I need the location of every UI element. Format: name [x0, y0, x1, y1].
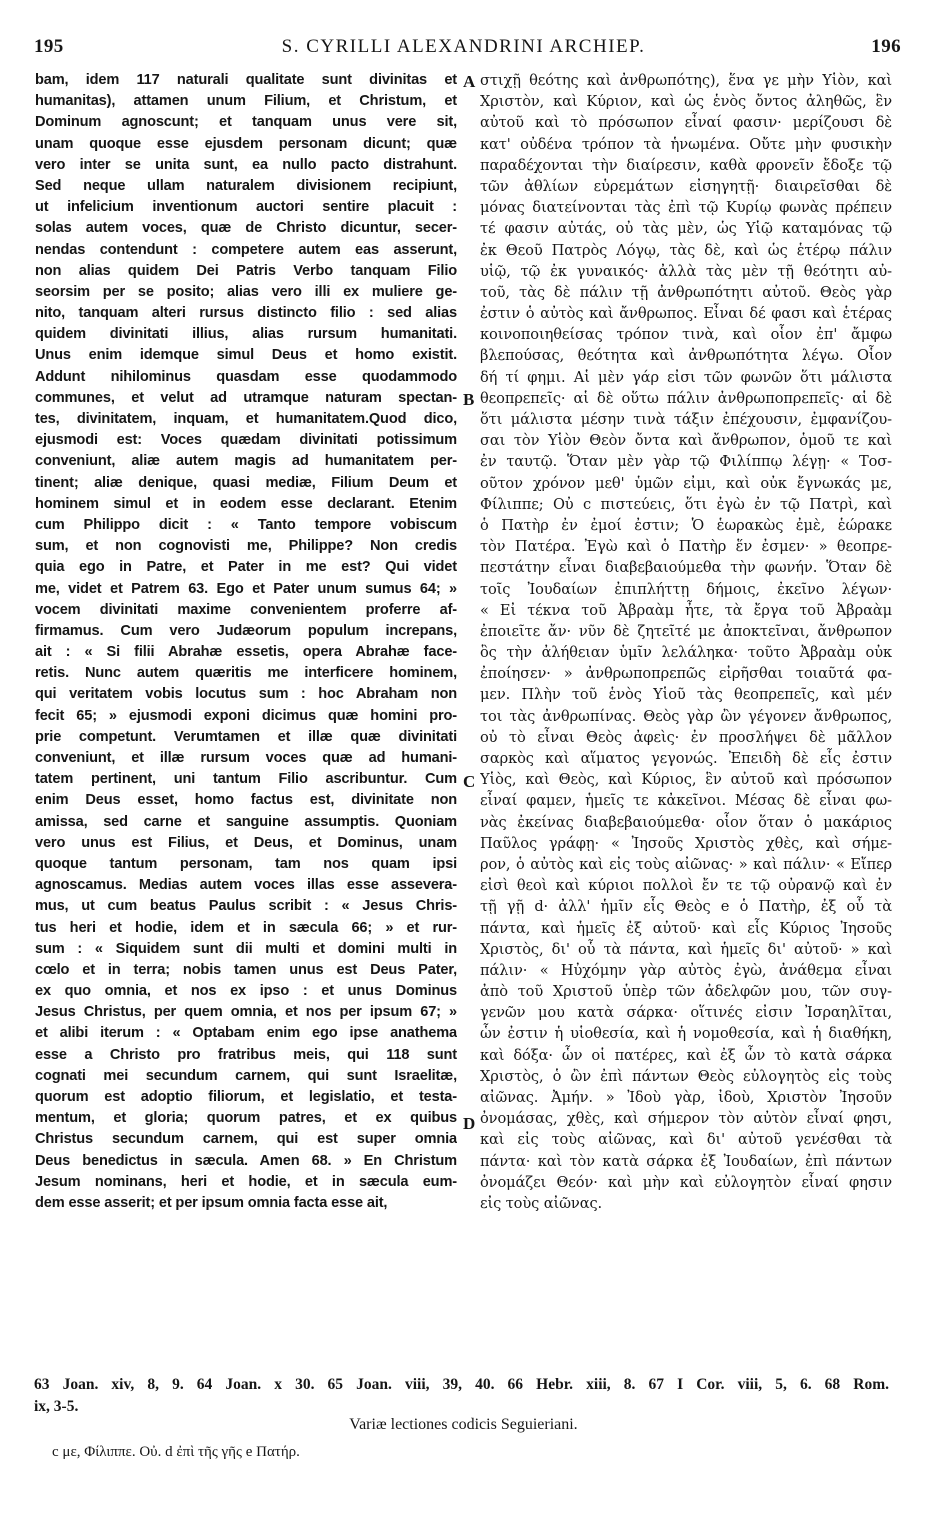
greek-text-line: τοῦ, τὰς δὲ πάλιν τῇ ἀνθρωπότητι αὐτοῦ. Θεὸς γὰρ: [480, 283, 892, 301]
greek-text-line: στιχῇ θεότης καὶ ἀνθρωπότης), ἕνα γε μὴν Υἱὸν, καὶ: [480, 72, 892, 89]
margin-letter-a: A: [463, 72, 476, 91]
latin-text-line: hominem simul et in eodem esse declarant. Etenim: [35, 495, 457, 512]
latin-text-line: non alias quidem Dei Patris Verbo tanquam Filio: [35, 262, 457, 279]
latin-text-line: Deus benedictus in sæcula. Amen 68. » En Christum: [35, 1152, 457, 1169]
latin-text-line: amissa, sed carne et sanguine assumptis. Quoniam: [35, 813, 457, 830]
latin-text-line: sum : « Siquidem sunt dii multi et domini multi in: [35, 940, 457, 957]
greek-text-line: Υἱὸς, καὶ Θεὸς, καὶ Κύριος, ἓν αὐτοῦ καὶ πρόσωπον: [480, 771, 892, 789]
greek-text-line: πάντα, καὶ ἡμεῖς ἐξ αὐτοῦ· καὶ εἷς Κύριος Ἰησοῦς: [480, 919, 892, 937]
latin-text-line: retis. Nunc autem quæritis me interficere hominem,: [35, 665, 457, 682]
latin-text-line: unam quoque esse ejusdem personam dicunt; quæ: [35, 135, 457, 152]
latin-text-line: cœlo et in terra; nobis tamen unus est Deus Pater,: [35, 961, 457, 978]
greek-text-line: τῇ γῇ d· ἀλλ' ἡμῖν εἷς Θεὸς e ὁ Πατὴρ, ἐξ οὗ τὰ: [480, 898, 892, 916]
latin-text-line: tatem pertinent, uni tantum Filio ascribuntur. Cum: [35, 771, 457, 788]
greek-text-line: πάντα· καὶ τὸν κατὰ σάρκα ἐξ Ἰουδαίων, ἐπὶ πάντων: [480, 1152, 892, 1170]
latin-text-line: Jesum nominans, heri et hodie, et in sæcula eum-: [35, 1173, 457, 1190]
greek-text-line: οὐ τὸ εἶναι Θεὸς ἀφεὶς· ἐν προσλήψει δὲ μᾶλλον: [480, 728, 892, 746]
latin-text-line: quorum est adoptio filiorum, et legislatio, et testa-: [35, 1089, 457, 1105]
latin-text-line: vocem divinitati maxime convenientem proferre af-: [35, 601, 457, 618]
greek-text-line: ὁ Πατὴρ ἐν ἐμοί ἐστιν; Ὁ ἑωρακὼς ἐμὲ, ἑώρακε: [480, 516, 892, 534]
greek-text-line: δή τί φημι. Αἱ μὲν γάρ εἰσι τῶν φωνῶν ὅτι μάλιστα: [480, 368, 892, 386]
greek-text-line: ὀνομάσας, χθὲς, καὶ σήμερον τὸν αὐτὸν εἶναί φησι,: [480, 1110, 892, 1128]
latin-text-line: ait : « Si filii Abrahæ essetis, opera Abrahæ face-: [35, 644, 457, 661]
footnotes: [34, 1374, 894, 1418]
greek-text-line: εἰς τοὺς αἰῶνας.: [480, 1194, 603, 1212]
latin-text-line: humanitas), attamen unum Filium, et Christum, et: [35, 93, 457, 110]
greek-text-line: ὧν ἐστιν ἡ υἱοθεσία, καὶ ἡ νομοθεσία, καὶ ἡ διαθήκη,: [480, 1025, 892, 1043]
greek-text-line: μόνας διατείνονται τὰς ἐπὶ τῷ Κυρίῳ φωνὰς πρέπειν: [480, 199, 892, 217]
greek-text-line: κατ' οὐδένα τρόπον τὰ ἡνωμένα. Οὔτε μὴν φυσικὴν: [480, 135, 892, 153]
greek-text-line: ἐποιεῖτε ἄν· νῦν δὲ ζητεῖτέ με ἀποκτεῖναι, ἄνθρωπον: [480, 622, 892, 640]
latin-text-line: Jesus Christus, per quem omnia, et nos per ipsum 67; »: [35, 1004, 457, 1021]
latin-text-line: Sed neque ullam naturalem divisionem recipiunt,: [35, 177, 457, 194]
latin-text-line: ut infelicium inventionum auctori sentire placuit :: [35, 199, 457, 216]
greek-text-line: καὶ εἰς τοὺς αἰῶνας, καὶ δι' αὐτοῦ γενέσθαι τὰ: [480, 1131, 892, 1149]
latin-text-line: fecit 65; » ejusmodi exponi dicimus quæ homini pro-: [35, 707, 457, 724]
latin-text-line: Christus secundum carnem, qui est super omnia: [35, 1131, 457, 1148]
greek-text-line: γενῶν μου κατὰ σάρκα· οἵτινές εἰσιν Ἰσραηλῖται,: [480, 1004, 892, 1022]
latin-text-line: enim Deus esset, homo factus est, divinitate non: [35, 792, 457, 809]
latin-text-line: conveniunt, aliæ autem magis ad humanitatem per-: [35, 453, 457, 470]
greek-text-line: ρον, ὁ αὐτὸς καὶ εἰς τοὺς αἰῶνας· » καὶ πάλιν· « Εἴπερ: [480, 855, 892, 873]
latin-text-line: prie competunt. Verumtamen et illæ quæ divinitati: [35, 728, 457, 745]
margin-letter-b: B: [463, 390, 475, 409]
greek-text-line: Χριστὸς, δι' οὗ τὰ πάντα, καὶ ἡμεῖς δι' αὐτοῦ· » καὶ: [480, 940, 892, 958]
greek-text-line: ἀπὸ τοῦ Χριστοῦ ὑπὲρ τῶν ἀδελφῶν μου, τῶν συγ-: [480, 983, 892, 1001]
latin-text-line: ejusmodi est: Voces quædam divinitati potissimum: [35, 432, 457, 449]
latin-text-line: Unus enim idemque simul Deus et homo existit.: [35, 347, 457, 364]
greek-text-line: τοῖς Ἰουδαίων ἐπιπλήττῃ δήμοις, ἐκεῖνο λέγων·: [480, 580, 892, 598]
latin-text-column: [35, 70, 457, 1214]
latin-text-line: agnoscamus. Medias autem voces illas esse assevera-: [35, 877, 457, 894]
greek-text-line: καὶ δόξα· ὧν οἱ πατέρες, καὶ ἐξ ὧν τὸ κατὰ σάρκα: [480, 1046, 892, 1064]
greek-text-line: παραδέχονται τὴν διαίρεσιν, καθὰ φρονεῖν ἔδοξε τῷ: [480, 156, 892, 174]
greek-text-line: ἐκ Θεοῦ Πατρὸς Λόγῳ, τὰς δὲ, καὶ ὡς ἑτέρῳ πάλιν: [480, 241, 892, 259]
greek-text-line: βλεπούσας, θεότητα καὶ ἀνθρωπότητα λέγω. Οἷον: [480, 347, 892, 365]
latin-text-line: vero inter se unita sunt, ea nullo pacto distrahunt.: [35, 156, 457, 173]
latin-text-line: nendas contendunt : competere autem eas asserunt,: [35, 241, 457, 258]
latin-text-line: mentum, et gloria; quorum patres, et ex quibus: [35, 1110, 457, 1127]
latin-text-line: Dominum agnoscunt; et tanquam unus vere sit,: [35, 114, 457, 131]
latin-text-line: cum Philippo dicit : « Tanto tempore vobiscum: [35, 516, 457, 533]
latin-text-line: dem esse asserit; et per ipsum omnia facta esse ait,: [35, 1194, 388, 1211]
greek-text-line: τῶν ἀθλίων εὑρεμάτων εἰσηγητῇ· διαιρεῖσθαι δὲ: [480, 177, 892, 195]
margin-letter-c: C: [463, 772, 476, 791]
latin-text-line: bam, idem 117 naturali qualitate sunt divinitas et: [35, 72, 457, 88]
greek-text-line: ὃς τὴν ἀλήθειαν ὑμῖν λελάληκα· τοῦτο Ἀβραὰμ οὐκ: [480, 644, 892, 662]
greek-text-line: ὀνομάζει Θεόν· καὶ μὴν καὶ εὐλογητὸν εἶναί φησιν: [480, 1173, 892, 1191]
variae-lectiones-line: c με, Φίλιππε. Οὐ. d ἐπὶ τῆς γῆς e Πατήρ.: [52, 1444, 300, 1460]
latin-text-line: mus, ut cum beatus Paulus scribit : « Jesus Chris-: [35, 898, 457, 915]
latin-text-line: vero unus est Filius, et Deus, et Dominus, unam: [35, 834, 457, 851]
running-title: S. CYRILLI ALEXANDRINI ARCHIEP.: [281, 36, 646, 57]
latin-text-line: conveniunt, et illæ rursum voces quæ ad humani-: [35, 750, 457, 766]
greek-text-line: Χριστὸς, ὁ ὢν ἐπὶ πάντων Θεὸς εὐλογητὸς εἰς τοὺς: [480, 1067, 892, 1085]
latin-text-line: quidem divinitati illius, alias rursum humanitati.: [35, 326, 457, 343]
latin-text-line: ex quo omnia, et nos ex ipso : et unus Dominus: [35, 983, 457, 1000]
greek-text-line: θεοπρεπεῖς· αἱ δὲ οὕτω πάλιν ἀνθρωποπρεπεῖς· αἱ δὲ: [480, 389, 892, 407]
page-header: [0, 36, 927, 66]
variae-lectiones-title: Variæ lectiones codicis Seguieriani.: [349, 1416, 578, 1433]
latin-text-line: cognati mei secundum carnem, qui sunt Israelitæ,: [35, 1067, 457, 1084]
latin-text-line: communes, et velut ad utramque naturam spectan-: [35, 389, 457, 406]
latin-text-line: tes, divinitatem, inquam, et humanitatem.Quod dico,: [35, 411, 457, 427]
greek-text-line: σαρκὸς καὶ αἵματος γεγονώς. Ἐπειδὴ δὲ εἷς ἐστιν: [480, 750, 892, 767]
greek-text-line: Παῦλος γράφῃ· « Ἰησοῦς Χριστὸς χθὲς, καὶ σήμε-: [480, 834, 892, 852]
latin-text-line: quoque tantum personam, tam nos quam ipsi: [35, 855, 457, 872]
latin-text-line: sum, et non cognovisti me, Philippe? Non credis: [35, 538, 457, 555]
greek-text-line: αἰῶνας. Ἀμήν. » Ἰδοὺ γὰρ, ἰδοὺ, Χριστὸν Ἰησοῦν: [480, 1089, 892, 1106]
latin-text-line: firmamus. Cum vero Judæorum populum increpans,: [35, 622, 457, 639]
greek-text-line: ἐν ταυτῷ. Ὅταν μὲν γὰρ τῷ Φιλίππῳ λέγῃ· « Τοσ-: [480, 453, 892, 471]
latin-text-line: seorsim per se posito; alias vero illi ex muliere ge-: [35, 283, 457, 300]
greek-text-line: πάλιν· « Ηὐχόμην γὰρ αὐτὸς ἐγὼ, ἀνάθεμα εἶναι: [480, 961, 892, 979]
latin-text-line: me, videt et Patrem 63. Ego et Pater unum sumus 64; »: [35, 580, 457, 597]
greek-text-line: Χριστὸν, καὶ Κύριον, καὶ ὡς ἑνὸς ὄντος ἀληθῶς, ἓν: [480, 93, 892, 111]
greek-text-column: [480, 70, 892, 1214]
greek-text-line: σαι τὸν Υἱὸν Θεὸν ὄντα καὶ ἄνθρωπον, ὁμοῦ τε καὶ: [480, 432, 892, 450]
latin-text-line: solas autem voces, quæ de Christo dicuntur, secer-: [35, 220, 457, 237]
latin-text-line: et alibi iterum : « Optabam enim ego ipse anathema: [35, 1025, 457, 1042]
latin-text-line: tus heri et hodie, idem et in sæcula 66; » et rur-: [35, 919, 457, 936]
greek-text-line: εἶναί φαμεν, ἡμεῖς τε κἀκεῖνοι. Μέσας δὲ εἶναι φω-: [480, 792, 892, 810]
latin-text-line: esse a Christo pro fratribus meis, qui 118 sunt: [35, 1046, 457, 1063]
footnote-line-2: ix, 3-5.: [34, 1398, 79, 1415]
latin-text-line: quia ego in Patre, et Pater in me est? Qui videt: [35, 559, 457, 576]
greek-text-line: υἱῷ, τῷ ἐκ γυναικός· ἀλλὰ τὰς μὲν τῇ θεότητι αὐ-: [480, 262, 892, 280]
latin-text-line: qui veritatem vobis locutus sum : hoc Abraham non: [35, 686, 457, 703]
greek-text-line: αὐτοῦ καὶ τὸ πρόσωπον εἶναί φασιν· μερίζουσι δὲ: [480, 114, 892, 132]
greek-text-line: κοινοποιηθείσας τρόπον τινὰ, καὶ οἷον ἐπ' ἄμφω: [480, 326, 892, 344]
greek-text-line: ἐστιν ὁ αὐτὸς καὶ ἄνθρωπος. Εἶναι δέ φασι καὶ ἑτέρας: [480, 305, 892, 323]
latin-text-line: tinent; aliæ denique, quasi mediæ, Filium Deum et: [35, 474, 457, 491]
margin-letter-d: D: [463, 1114, 476, 1133]
greek-text-line: εἰσὶ θεοὶ καὶ κύριοι πολλοὶ ἔν τε τῷ οὐρανῷ καὶ ἐν: [480, 877, 892, 895]
greek-text-line: τοι τὰς ἀνθρωπίνας. Θεὸς γὰρ ὢν γέγονεν ἄνθρωπος,: [480, 707, 892, 725]
greek-text-line: πεστάτην εἶναι διαβεβαιούμεθα τὴν φωνήν. Ὅταν δὲ: [480, 559, 892, 577]
greek-text-line: νὰς ἐκείνας διαβεβαιούμεθα· οἷον ὅταν ὁ μακάριος: [480, 813, 892, 831]
footnote-line-1: 63 Joan. xiv, 8, 9. 64 Joan. x 30. 65 Joan. viii, 39, 40. 66 Hebr. xiii, 8. 67 I Cor. viii, 5, 6. 68 Rom.: [34, 1376, 889, 1393]
latin-text-line: nito, tanquam alteri rursus distincto filio : sed alias: [35, 305, 457, 322]
greek-text-line: ὅτι μάλιστα μέσην τινὰ τάξιν ἐπέχουσιν, ἐμφανίζου-: [480, 411, 892, 428]
left-page-number: 195: [34, 36, 64, 57]
greek-text-line: μεν. Πλὴν τοῦ ἑνὸς Υἱοῦ τὰς θεοπρεπεῖς, καὶ μέν: [480, 686, 892, 704]
greek-text-line: ἐποίησεν· » ἀνθρωποπρεπῶς εἰρῆσθαι τοιαῦτά φα-: [480, 665, 892, 683]
greek-text-line: τὸν Πατέρα. Ἐγὼ καὶ ὁ Πατὴρ ἕν ἐσμεν· » θεοπρε-: [480, 538, 892, 556]
right-page-number: 196: [871, 36, 901, 57]
greek-text-line: τέ φασιν αὐτάς, οὐ τὰς μὲν, ὡς Υἱῷ καταμόνας τῷ: [480, 220, 892, 238]
greek-text-line: Φίλιππε; Οὐ c πιστεύεις, ὅτι ἐγὼ ἐν τῷ Πατρὶ, καὶ: [480, 495, 892, 513]
greek-text-line: οῦτον χρόνον μεθ' ὑμῶν εἰμι, καὶ οὐκ ἔγνωκάς με,: [480, 474, 892, 492]
latin-text-line: Addunt nihilominus quasdam esse quodammodo: [35, 368, 457, 385]
greek-text-line: « Εἰ τέκνα τοῦ Ἀβραὰμ ἦτε, τὰ ἔργα τοῦ Ἀβραὰμ: [480, 601, 892, 619]
